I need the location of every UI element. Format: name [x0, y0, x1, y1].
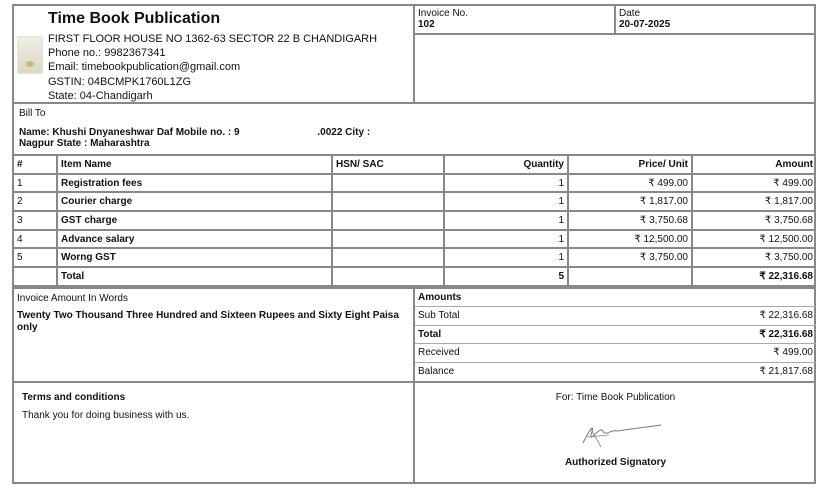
- total-qty: 5: [444, 267, 568, 286]
- company-gstin: GSTIN: 04BCMPK1760L1ZG: [48, 75, 192, 88]
- amount-in-words: [14, 287, 415, 381]
- row-qty: 1: [444, 174, 568, 193]
- col-number: #: [14, 155, 57, 174]
- company-phone: Phone no.: 9982367341: [48, 47, 166, 60]
- row-qty: 1: [444, 230, 568, 249]
- invoice: [12, 4, 816, 484]
- row-item: Advance salary: [57, 230, 332, 249]
- invoice-number-label: Invoice No.: [418, 8, 469, 19]
- invoice-number: [415, 6, 616, 35]
- table-row: [14, 248, 816, 267]
- terms-text: Thank you for doing business with us.: [22, 410, 190, 421]
- row-amount: ₹ 12,500.00: [692, 230, 816, 249]
- company-name: Time Book Publication: [48, 10, 221, 27]
- items-table: [14, 154, 816, 287]
- row-price: ₹ 12,500.00: [568, 230, 692, 249]
- row-number: 3: [14, 211, 57, 230]
- total-summary-value: ₹ 22,316.68: [759, 328, 813, 340]
- row-number: 1: [14, 174, 57, 193]
- balance-value: ₹ 21,817.68: [759, 365, 813, 377]
- row-hsn: [332, 174, 444, 193]
- words-label: Invoice Amount In Words: [17, 293, 128, 304]
- row-hsn: [332, 211, 444, 230]
- company-header: [14, 6, 415, 102]
- bill-to-line2: Nagpur State : Maharashtra: [19, 138, 150, 149]
- table-row: [14, 211, 816, 230]
- received-label: Received: [418, 347, 460, 359]
- row-qty: 1: [444, 248, 568, 267]
- col-item: Item Name: [57, 155, 332, 174]
- company-state: State: 04-Chandigarh: [48, 89, 153, 102]
- row-item: GST charge: [57, 211, 332, 230]
- row-qty: 1: [444, 192, 568, 211]
- amounts-label: Amounts: [418, 292, 462, 303]
- row-price: ₹ 3,750.68: [568, 211, 692, 230]
- table-row: [14, 174, 816, 193]
- invoice-date: [616, 6, 816, 35]
- invoice-number-value: 102: [418, 19, 435, 30]
- terms-label: Terms and conditions: [22, 392, 126, 403]
- row-number: 5: [14, 248, 57, 267]
- col-price: Price/ Unit: [568, 155, 692, 174]
- row-hsn: [332, 230, 444, 249]
- table-row: [14, 192, 816, 211]
- table-total-row: [14, 267, 816, 286]
- row-number: 4: [14, 230, 57, 249]
- terms: [14, 381, 415, 484]
- amounts-summary: [415, 287, 816, 381]
- row-number: 2: [14, 192, 57, 211]
- bill-to-label: Bill To: [19, 108, 46, 119]
- signature-block: [415, 381, 816, 484]
- signature-for: For: Time Book Publication: [555, 392, 676, 403]
- company-logo: [17, 36, 43, 74]
- words-text: Twenty Two Thousand Three Hundred and Sixteen Rupees and Sixty Eight Paisa only: [17, 310, 399, 333]
- row-amount: ₹ 3,750.68: [692, 211, 816, 230]
- row-hsn: [332, 248, 444, 267]
- row-amount: ₹ 1,817.00: [692, 192, 816, 211]
- subtotal-label: Sub Total: [418, 310, 460, 322]
- total-amount: ₹ 22,316.68: [692, 267, 816, 286]
- bill-to: [14, 102, 816, 154]
- invoice-date-label: Date: [619, 8, 641, 19]
- row-price: ₹ 499.00: [568, 174, 692, 193]
- col-quantity: Quantity: [444, 155, 568, 174]
- invoice-date-value: 20-07-2025: [619, 19, 671, 30]
- total-summary-label: Total: [418, 328, 442, 340]
- received-value: ₹ 499.00: [773, 347, 813, 359]
- col-hsn: HSN/ SAC: [332, 155, 444, 174]
- row-amount: ₹ 3,750.00: [692, 248, 816, 267]
- bill-to-line1: Name: Khushi Dnyaneshwar Daf Mobile no. : 9 .0022 City :: [19, 127, 371, 138]
- row-price: ₹ 3,750.00: [568, 248, 692, 267]
- subtotal-value: ₹ 22,316.68: [759, 310, 813, 322]
- balance-label: Balance: [418, 365, 455, 377]
- row-amount: ₹ 499.00: [692, 174, 816, 193]
- row-hsn: [332, 192, 444, 211]
- row-qty: 1: [444, 211, 568, 230]
- row-item: Courier charge: [57, 192, 332, 211]
- signature-image: [561, 417, 671, 451]
- company-address: FIRST FLOOR HOUSE NO 1362-63 SECTOR 22 B CHANDIGARH: [48, 33, 378, 45]
- row-price: ₹ 1,817.00: [568, 192, 692, 211]
- signature-label: Authorized Signatory: [564, 457, 667, 468]
- col-amount: Amount: [692, 155, 816, 174]
- company-email: Email: timebookpublication@gmail.com: [48, 61, 241, 74]
- total-label: Total: [57, 267, 332, 286]
- table-header-row: [14, 155, 816, 174]
- row-item: Worng GST: [57, 248, 332, 267]
- row-item: Registration fees: [57, 174, 332, 193]
- table-row: [14, 230, 816, 249]
